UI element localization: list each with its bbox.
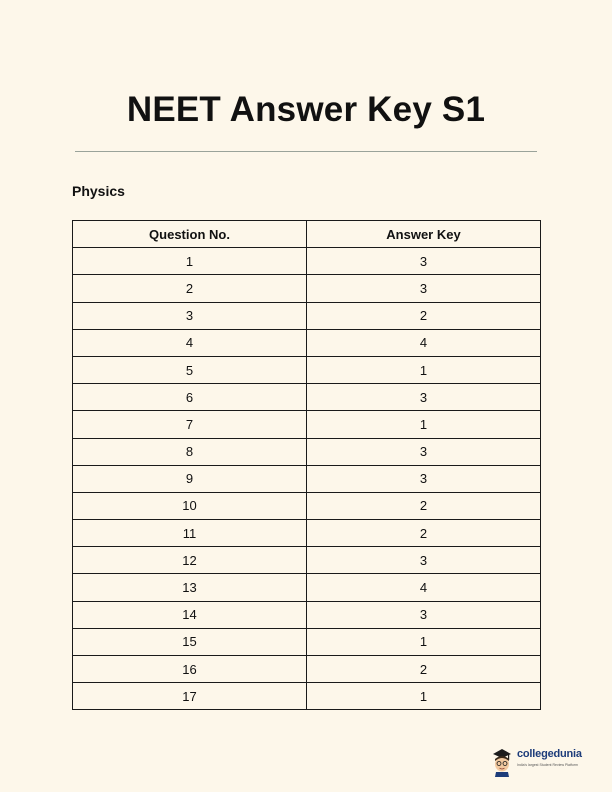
table-row xyxy=(73,438,541,465)
question-number-cell: 6 xyxy=(73,384,307,411)
table-row xyxy=(73,384,541,411)
question-number-cell: 3 xyxy=(73,302,307,329)
page-title: NEET Answer Key S1 xyxy=(126,90,486,129)
column-header-question: Question No. xyxy=(73,221,307,248)
table-row xyxy=(73,656,541,683)
table-row xyxy=(73,356,541,383)
answer-cell: 2 xyxy=(307,656,541,683)
answer-cell: 3 xyxy=(307,275,541,302)
title-divider xyxy=(75,151,537,152)
question-number-cell: 9 xyxy=(73,465,307,492)
question-number-cell: 5 xyxy=(73,356,307,383)
table-row xyxy=(73,683,541,710)
table-row xyxy=(73,275,541,302)
answer-cell: 3 xyxy=(307,601,541,628)
section-heading: Physics xyxy=(72,183,125,199)
question-number-cell: 17 xyxy=(73,683,307,710)
answer-cell: 1 xyxy=(307,411,541,438)
table-row xyxy=(73,520,541,547)
table-row xyxy=(73,411,541,438)
question-number-cell: 12 xyxy=(73,547,307,574)
table-header-row xyxy=(73,221,541,248)
question-number-cell: 10 xyxy=(73,492,307,519)
question-number-cell: 16 xyxy=(73,656,307,683)
question-number-cell: 8 xyxy=(73,438,307,465)
answer-cell: 1 xyxy=(307,683,541,710)
answer-cell: 3 xyxy=(307,465,541,492)
table-row xyxy=(73,248,541,275)
answer-cell: 3 xyxy=(307,438,541,465)
column-header-answer: Answer Key xyxy=(307,221,541,248)
table-row xyxy=(73,492,541,519)
table-row xyxy=(73,329,541,356)
question-number-cell: 1 xyxy=(73,248,307,275)
table-row xyxy=(73,628,541,655)
table-row xyxy=(73,465,541,492)
answer-cell: 2 xyxy=(307,520,541,547)
question-number-cell: 13 xyxy=(73,574,307,601)
answer-cell: 1 xyxy=(307,628,541,655)
brand-logo xyxy=(490,745,600,777)
brand-tagline: India's largest Student Review Platform xyxy=(517,763,578,767)
table-row xyxy=(73,574,541,601)
collegedunia-mascot-icon xyxy=(490,745,514,777)
question-number-cell: 2 xyxy=(73,275,307,302)
answer-cell: 2 xyxy=(307,492,541,519)
answer-cell: 3 xyxy=(307,384,541,411)
question-number-cell: 14 xyxy=(73,601,307,628)
table-row xyxy=(73,547,541,574)
answer-cell: 1 xyxy=(307,356,541,383)
question-number-cell: 4 xyxy=(73,329,307,356)
question-number-cell: 11 xyxy=(73,520,307,547)
answer-key-table xyxy=(72,220,541,710)
question-number-cell: 15 xyxy=(73,628,307,655)
answer-cell: 3 xyxy=(307,547,541,574)
answer-cell: 2 xyxy=(307,302,541,329)
table-row xyxy=(73,601,541,628)
question-number-cell: 7 xyxy=(73,411,307,438)
table-row xyxy=(73,302,541,329)
answer-cell: 4 xyxy=(307,574,541,601)
answer-cell: 3 xyxy=(307,248,541,275)
brand-name: collegedunia xyxy=(517,748,582,760)
answer-cell: 4 xyxy=(307,329,541,356)
